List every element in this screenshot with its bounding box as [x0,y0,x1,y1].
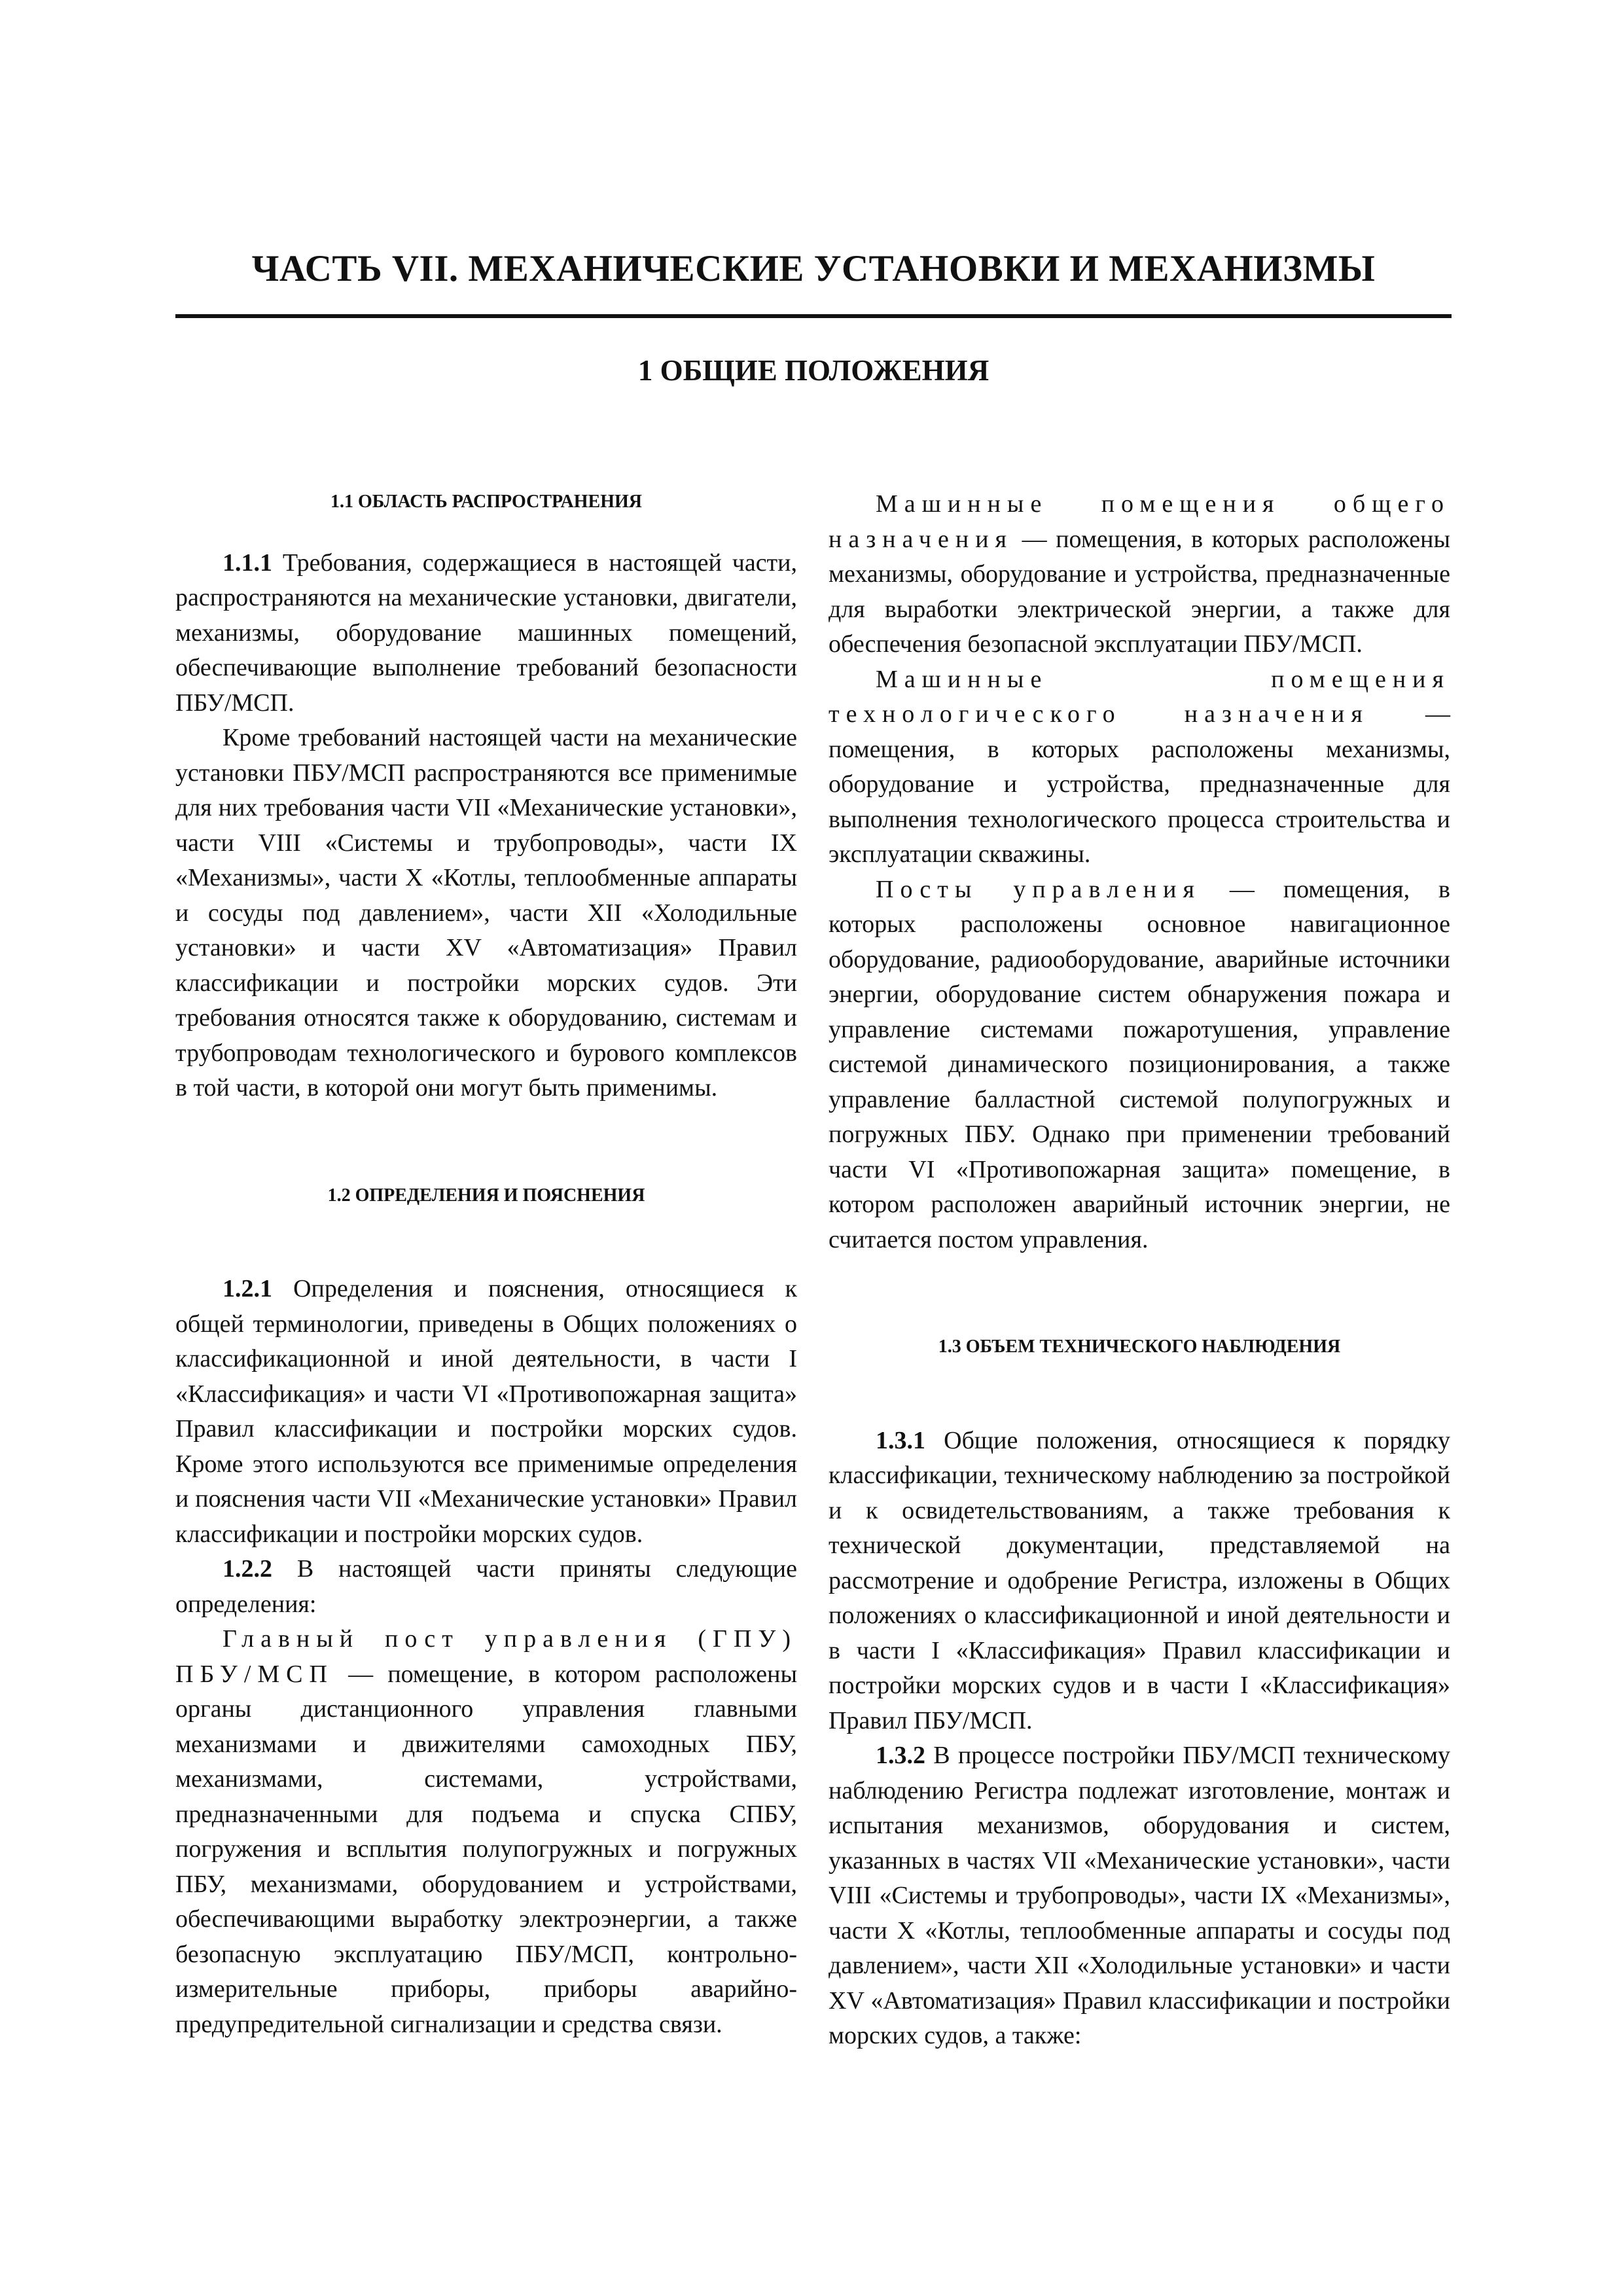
definition-mp-general: Машинные помещения общего назначения — помещения, в которых расположены механизмы, оборудование и устройства, предназначенные для выработки электрической энергии, а также для обеспечения безопасной эксплуатации ПБУ/МСП. [829,490,1450,658]
paragraph-1-1-1: 1.1.1 Требования, содержащиеся в настоящей части, распространяются на механические установки, двигатели, механизмы, оборудование машинных помещений, обеспечивающие выполнение требований безопасности ПБУ/МСП. [175,548,797,717]
definition-mp-tech: Машинные помещения технологического назначения — помещения, в которых расположены механизмы, оборудование и устройства, предназначенные для выполнения технологического процесса строительства и эксплуатации скважины. [829,665,1450,868]
title-rule [175,314,1452,318]
definition-gpu: Главный пост управления (ГПУ) ПБУ/МСП — помещение, в котором расположены органы дистанционного управления главными механизмами и движителями самоходных ПБУ, механизмами, системами, устройствами, предназначенными для подъема и спуска СПБУ, погружения и всплытия полупогружных и погружных ПБУ, механизмами, оборудованием и устройствами, обеспечивающими выработку электроэнергии, а также безопасную эксплуатацию ПБУ/МСП, контрольно-измерительные приборы, приборы аварийно-предупредительной сигнализации и средства связи. [175,1625,797,2038]
definition-posts: Посты управления — помещения, в которых расположены основное навигационное оборудование, радиооборудование, аварийные источники энергии, оборудование систем обнаружения пожара и управление системами пожаротушения, управление системой динамического позиционирования, а также управление балластной системой полупогружных и погружных ПБУ. Однако при применении требований части VI «Противопожарная защита» помещение, в котором расположен аварийный источник энергии, не считается постом управления. [829,875,1450,1253]
clause-number: 1.3.1 [876,1426,925,1454]
paragraph-1-2-1: 1.2.1 Определения и пояснения, относящиеся к общей терминологии, приведены в Общих положениях о классификационной и иной деятельности, в части I «Классификация» и части VI «Противопожарная защита» Правил классификации и постройки морских судов. Кроме этого используются все применимые определения и пояснения части VII «Механические установки» Правил классификации и постройки морских судов. [175,1275,797,1548]
paragraph-1-3-2: 1.3.2 В процессе постройки ПБУ/МСП техническому наблюдению Регистра подлежат изготовление, монтаж и испытания механизмов, оборудования и систем, указанных в частях VII «Механические установки», части VIII «Системы и трубопроводы», части IX «Механизмы», части X «Котлы, теплообменные аппараты и сосуды под давлением», части XII «Холодильные установки» и части XV «Автоматизация» Правил классификации и постройки морских судов, а также: [829,1742,1450,2049]
part-title: ЧАСТЬ VII. МЕХАНИЧЕСКИЕ УСТАНОВКИ И МЕХАНИЗМЫ [251,248,1376,289]
subsection-heading-1-3: 1.3 ОБЪЕМ ТЕХНИЧЕСКОГО НАБЛЮДЕНИЯ [938,1336,1341,1357]
clause-number: 1.2.1 [223,1275,272,1302]
clause-number: 1.3.2 [876,1742,925,1769]
clause-number: 1.2.2 [223,1555,272,1583]
clause-number: 1.1.1 [223,548,272,577]
paragraph-1-2-2: 1.2.2 В настоящей части приняты следующие определения: [175,1555,797,1618]
term: Машинные помещения общего назначения [829,490,1450,553]
paragraph-1-1-extra: Кроме требований настоящей части на механические установки ПБУ/МСП распространяются все применимые для них требования части VII «Механические установки», части VIII «Системы и трубопроводы», части IX «Механизмы», части X «Котлы, теплообменные аппараты и сосуды под давлением», части XII «Холодильные установки» и части XV «Автоматизация» Правил классификации и постройки морских судов. Эти требования относятся также к оборудованию, системам и трубопроводам технологического и бурового комплексов в той части, в которой они могут быть применимы. [175,724,797,1102]
term: Машинные помещения технологического назначения [829,665,1450,728]
subsection-heading-1-1: 1.1 ОБЛАСТЬ РАСПРОСТРАНЕНИЯ [330,492,642,512]
subsection-heading-1-2: 1.2 ОПРЕДЕЛЕНИЯ И ПОЯСНЕНИЯ [327,1185,645,1206]
paragraph-1-3-1: 1.3.1 Общие положения, относящиеся к порядку классификации, техническому наблюдению за постройкой и к освидетельствованиям, а также требования к технической документации, представляемой на рассмотрение и одобрение Регистра, изложены в Общих положениях о классификационной и иной деятельности и в части I «Классификация» Правил классификации и постройки морских судов и в части I «Классификация» Правил ПБУ/МСП. [829,1426,1450,1734]
left-column [175,458,797,2042]
right-column [829,458,1450,2054]
term: Главный пост управления (ГПУ) ПБУ/МСП [175,1625,797,1688]
section-title: 1 ОБЩИЕ ПОЛОЖЕНИЯ [637,354,990,387]
term: Посты управления [876,875,1201,903]
